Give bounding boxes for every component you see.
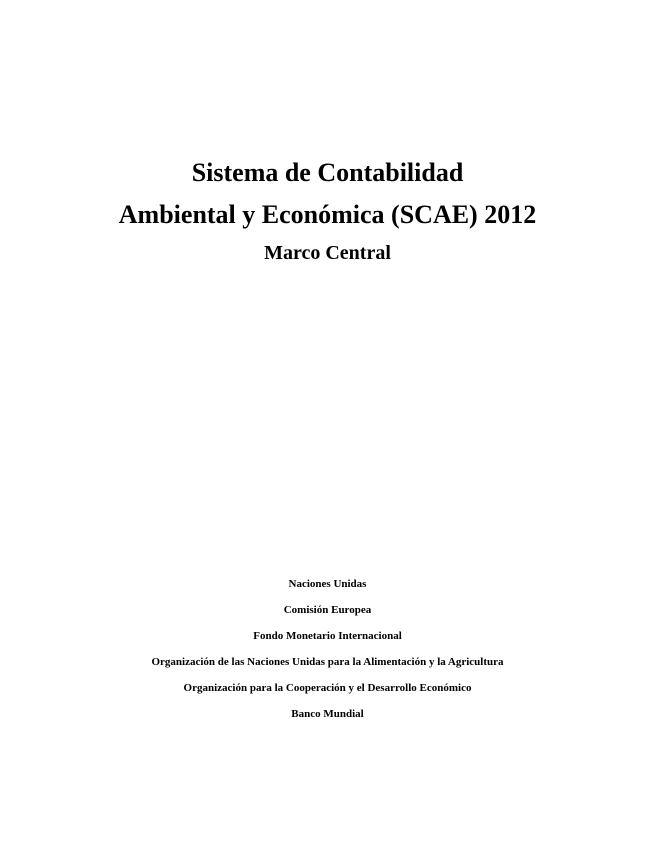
organization-item: Comisión Europea (283, 604, 372, 616)
organization-item: Organización para la Cooperación y el Desarrollo Económico (183, 682, 472, 694)
document-subtitle: Marco Central (264, 242, 391, 264)
organization-item: Banco Mundial (291, 708, 364, 720)
organization-list (0, 578, 655, 734)
organization-item: Organización de las Naciones Unidas para la Alimentación y la Agricultura (151, 656, 504, 668)
document-title-line-1: Sistema de Contabilidad (191, 158, 464, 187)
organization-item: Naciones Unidas (288, 578, 367, 590)
organization-item: Fondo Monetario Internacional (253, 630, 402, 642)
document-title-line-2: Ambiental y Económica (SCAE) 2012 (118, 200, 537, 229)
